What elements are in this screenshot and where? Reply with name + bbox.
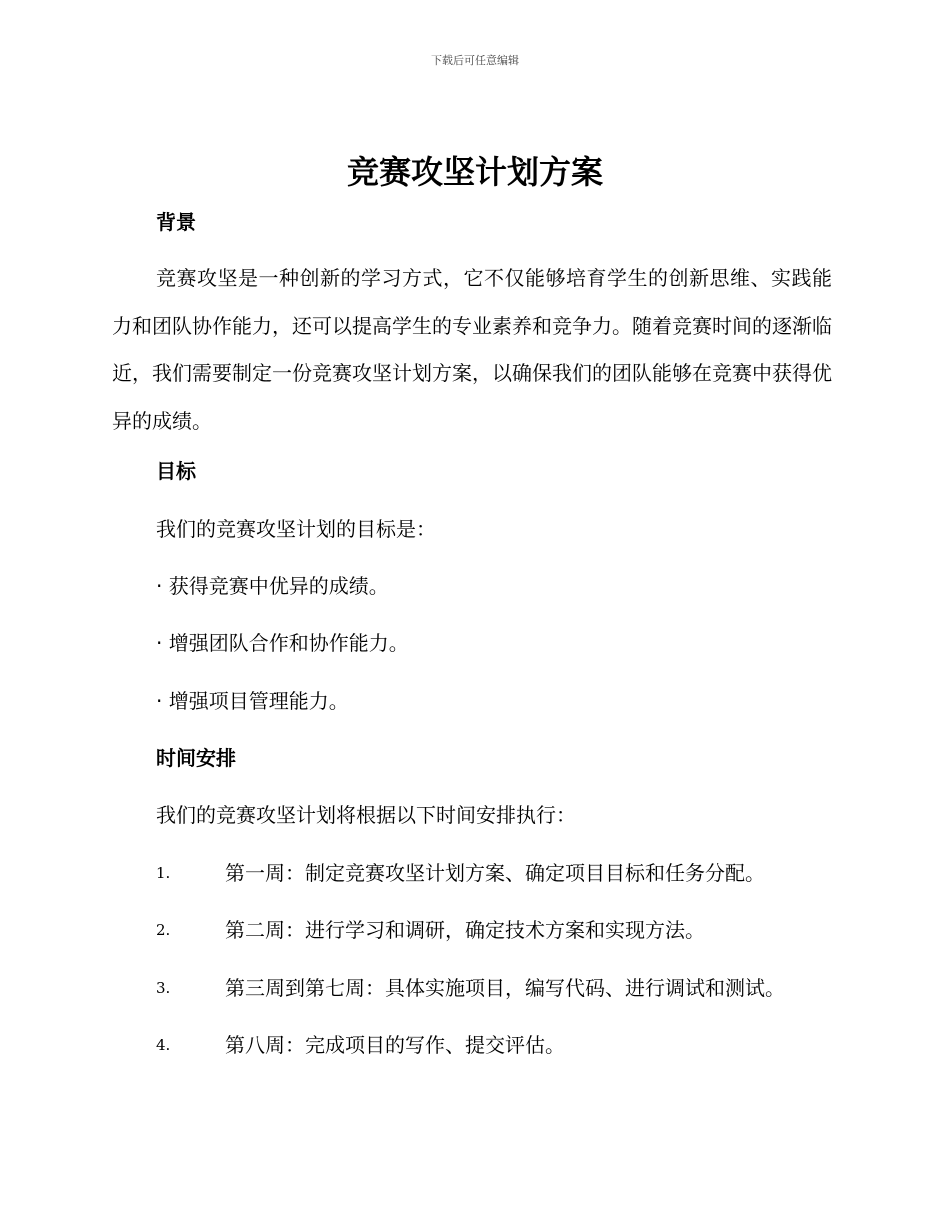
schedule-item-number: 3. — [156, 979, 171, 997]
goal-item: · 获得竞赛中优异的成绩。 — [156, 574, 389, 598]
document-title: 竞赛攻坚计划方案 — [346, 153, 603, 191]
schedule-item-number: 2. — [156, 921, 171, 939]
section-heading-schedule: 时间安排 — [156, 746, 236, 770]
page-header-note: 下载后可任意编辑 — [431, 54, 519, 67]
goals-intro: 我们的竞赛攻坚计划的目标是： — [156, 517, 436, 541]
schedule-item-text: 第八周：完成项目的写作、提交评估。 — [225, 1033, 565, 1057]
section-heading-background: 背景 — [156, 210, 196, 234]
goal-item: · 增强团队合作和协作能力。 — [156, 631, 409, 655]
schedule-item-number: 4. — [156, 1036, 171, 1054]
goal-item: · 增强项目管理能力。 — [156, 689, 349, 713]
schedule-item-text: 第三周到第七周：具体实施项目，编写代码、进行调试和测试。 — [225, 976, 785, 1000]
schedule-intro: 我们的竞赛攻坚计划将根据以下时间安排执行： — [156, 803, 576, 827]
background-paragraph: 竞赛攻坚是一种创新的学习方式，它不仅能够培育学生的创新思维、实践能力和团队协作能力，还可以提高学生的专业素养和竞争力。随着竞赛时间的逐渐临近，我们需要制定一份竞赛攻坚计划方案，以确保我们的团队能够在竞赛中获得优异的成绩。 — [112, 266, 832, 433]
section-heading-goals: 目标 — [156, 459, 196, 483]
schedule-item-text: 第二周：进行学习和调研，确定技术方案和实现方法。 — [225, 918, 705, 942]
schedule-item-number: 1. — [156, 864, 171, 882]
schedule-item-text: 第一周：制定竞赛攻坚计划方案、确定项目目标和任务分配。 — [225, 861, 765, 885]
